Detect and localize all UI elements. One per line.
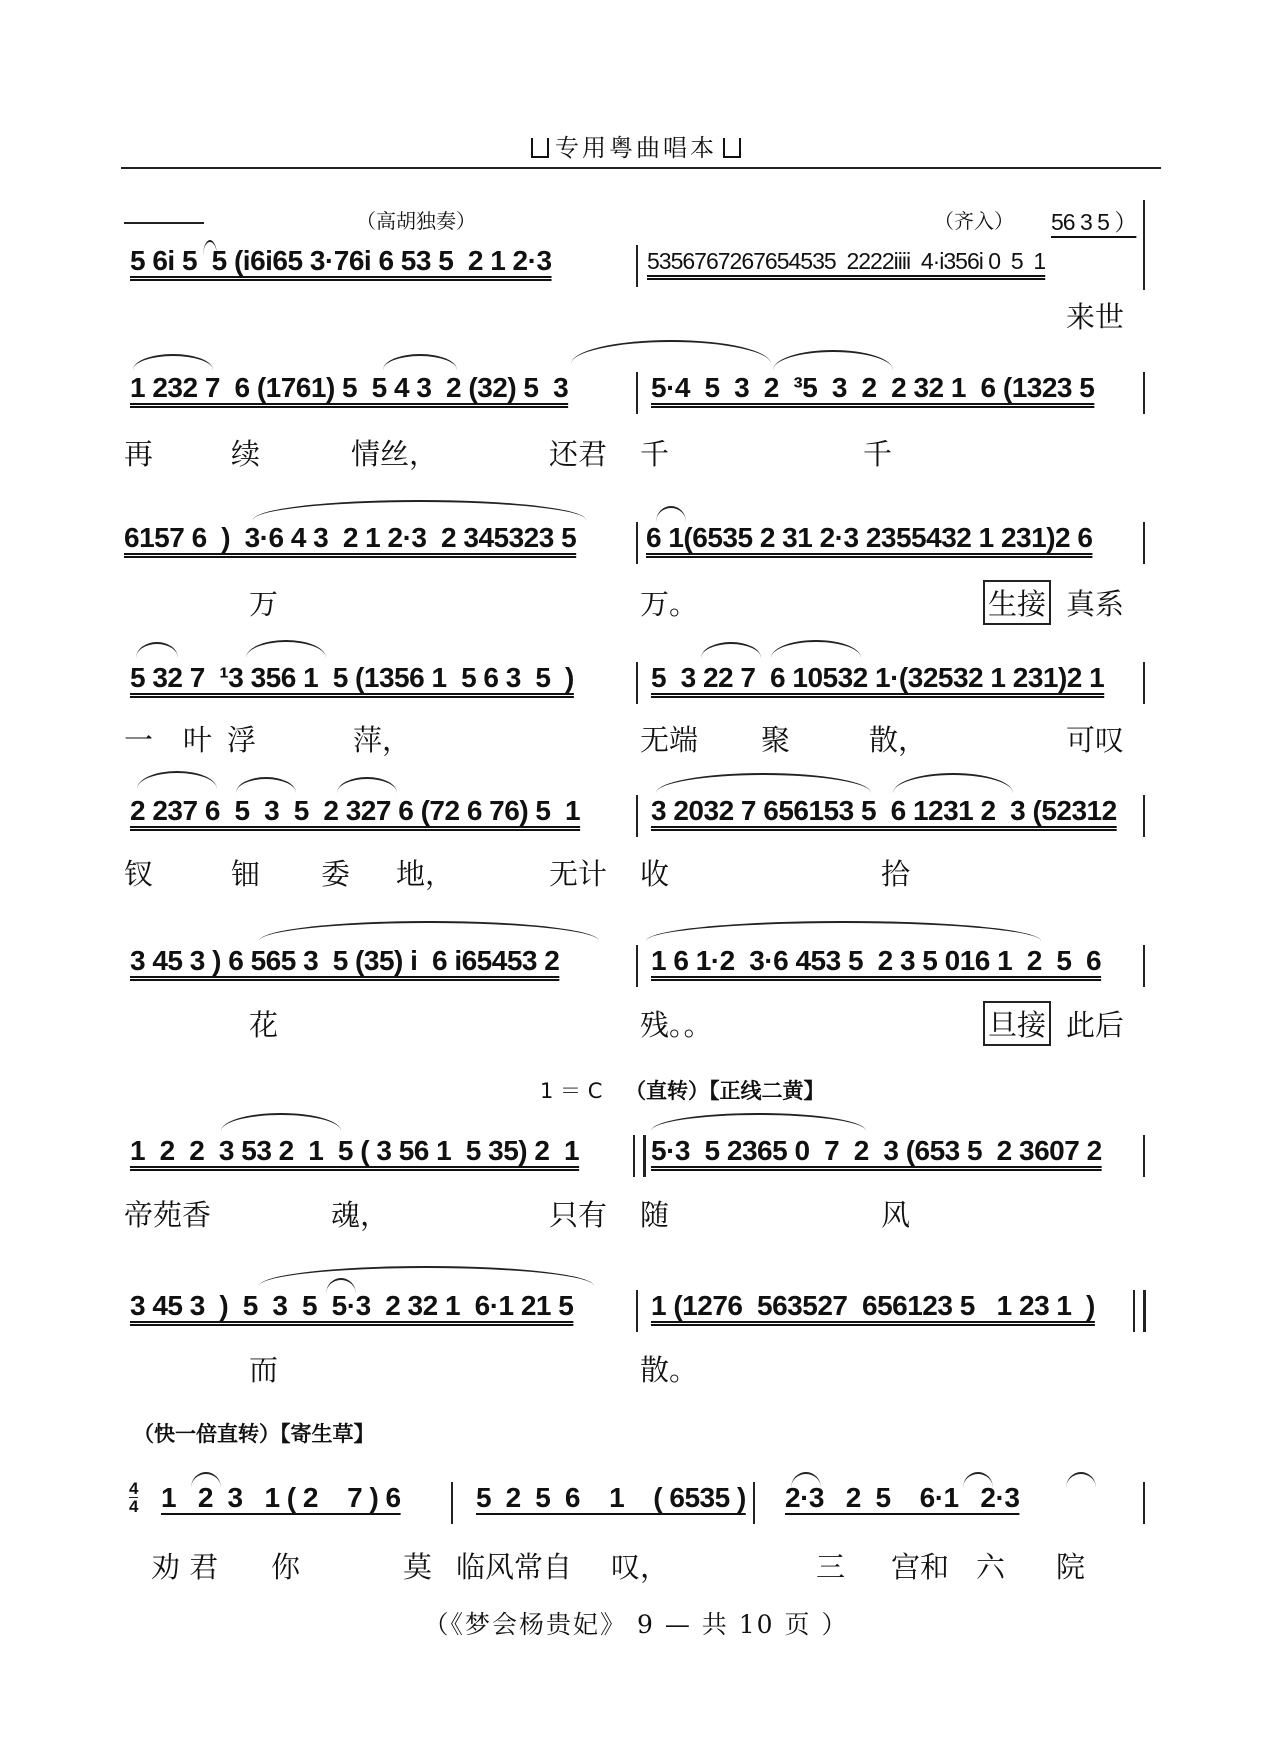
lyric: 续	[231, 437, 261, 471]
boxed-cue-male-enters: 生接	[983, 580, 1051, 625]
lyric: 临风常自	[456, 1550, 573, 1584]
measure-2: 3 2032 7 656153 5 6 1231 2 3 (52312	[651, 795, 1117, 826]
lyric: 可叹	[1066, 723, 1125, 757]
annotation-all-enter: （齐入）	[934, 209, 1014, 233]
slur	[383, 354, 457, 370]
lyric: 无计	[549, 857, 608, 891]
system-8	[121, 1260, 1161, 1390]
measure-2: 5 2 5 6 1 ( 6535 )	[476, 1482, 746, 1513]
lyric: 三	[816, 1550, 846, 1584]
measure-1: 2 237 6 5 3 5 2 327 6 (72 6 76) 5 1	[130, 795, 581, 826]
slur	[133, 354, 213, 370]
barline	[636, 245, 638, 287]
system-9	[121, 1460, 1161, 1590]
page-footer: （《梦会杨贵妃》 9 — 共 10 页 ）	[423, 1610, 849, 1639]
barline	[1143, 372, 1145, 414]
lyric: 叹，	[611, 1550, 670, 1584]
double-barline	[1133, 1290, 1146, 1332]
lyric: 莫	[403, 1550, 433, 1584]
slur	[773, 350, 893, 370]
barline	[636, 522, 638, 564]
measure-1: 3 45 3 ) 5 3 5 5·3 2 32 1 6·1 21 5	[130, 1290, 574, 1321]
slur	[253, 500, 586, 520]
measure-1: 1 2 2 3 53 2 1 5 ( 3 56 1 5 35) 2 1	[130, 1135, 580, 1166]
slur	[136, 642, 178, 658]
lyric: 还君	[549, 437, 608, 471]
lyric: 千	[863, 437, 893, 471]
time-signature: 4 4	[129, 1479, 139, 1516]
barline	[1143, 662, 1145, 704]
slur	[571, 340, 771, 364]
lyric: 残。。	[640, 1008, 713, 1042]
measure-1: 5 32 7 ¹3 356 1 5 (1356 1 5 6 3 5 )	[130, 662, 574, 693]
slur	[651, 1113, 866, 1131]
barline	[636, 1290, 638, 1332]
barline	[636, 795, 638, 837]
lyric: 魂，	[331, 1198, 390, 1232]
slur	[1066, 1472, 1096, 1488]
slur	[221, 1113, 341, 1131]
barline	[636, 662, 638, 704]
tempo-label: （快一倍直转）【寄生草】	[133, 1422, 375, 1446]
slur	[771, 640, 861, 658]
double-barline	[633, 1135, 646, 1177]
lyric: 散，	[869, 723, 928, 757]
slur	[656, 773, 871, 793]
tempo-change-label: （直转）【正线二黄】	[625, 1079, 825, 1103]
lyric: 风	[881, 1198, 911, 1232]
lyric: 院	[1056, 1550, 1086, 1584]
measure-1: 6157 6 ) 3·6 4 3 2 1 2·3 2 345323 5	[124, 522, 577, 553]
lyric: 万。	[640, 587, 699, 621]
measure-1: 1 2 3 1 ( 2 7 ) 6	[161, 1482, 401, 1513]
system-6	[121, 915, 1161, 1055]
system-4	[121, 630, 1161, 757]
slur	[656, 506, 686, 522]
system-5	[121, 765, 1161, 891]
barline	[1143, 1482, 1145, 1524]
system-3	[121, 500, 1161, 620]
lyric: 只有	[549, 1198, 608, 1232]
slur	[893, 773, 1013, 793]
lyric: 浮	[227, 723, 257, 757]
lyric: 再	[124, 437, 154, 471]
notes-small-pickup: 56 3 5 ）	[1051, 209, 1137, 235]
lyric: 千	[640, 437, 670, 471]
lyric: 花	[249, 1008, 279, 1042]
barline	[1143, 795, 1145, 837]
measure-2: 5·4 5 3 2 ³5 3 2 2 32 1 6 (1323 5	[651, 372, 1095, 403]
slur	[246, 640, 326, 658]
slur	[337, 777, 397, 793]
lyric: 帝苑香	[124, 1198, 212, 1232]
barline	[636, 945, 638, 987]
measure-2: 5·3 5 2365 0 7 2 3 (653 5 2 3607 2	[651, 1135, 1102, 1166]
system-7	[121, 1105, 1161, 1235]
lyric: 情丝，	[351, 437, 439, 471]
measure-1: 3 45 3 ) 6 565 3 5 (35) i 6 i65453 2	[130, 945, 560, 976]
slur	[701, 642, 761, 658]
page-header	[0, 128, 1272, 163]
boxed-cue-female-enters: 旦接	[983, 1001, 1051, 1046]
lyric: 随	[640, 1198, 670, 1232]
lyric: 无端	[640, 723, 699, 757]
measure-2: 5 3 22 7 6 10532 1·(32532 1 231)2 1	[651, 662, 1105, 693]
lyric: 劝 君	[151, 1550, 219, 1584]
header-divider	[121, 167, 1161, 169]
measure-1: 1 232 7 6 (1761) 5 5 4 3 2 (32) 5 3	[130, 372, 569, 403]
barline	[1143, 1135, 1145, 1177]
lyric: 聚	[761, 723, 791, 757]
system-1	[121, 200, 1161, 334]
lyric: 萍，	[353, 723, 412, 757]
measure-2: 1 6 1·2 3·6 453 5 2 3 5 016 1 2 5 6	[651, 945, 1102, 976]
lyric: 来世	[1066, 300, 1125, 334]
barline	[753, 1482, 755, 1524]
barline	[636, 372, 638, 414]
measure-2: 1 (1276 563527 656123 5 1 23 1 )	[651, 1290, 1095, 1321]
measure-2: 6 1(6535 2 31 2·3 2355432 1 231)2 6	[646, 522, 1093, 553]
lyric: 地，	[396, 857, 455, 891]
system-2	[121, 350, 1161, 470]
slur	[259, 1266, 594, 1286]
slur	[137, 771, 217, 789]
annotation-gaohu-solo: （高胡独奏）	[356, 209, 476, 233]
lyric: 拾	[881, 857, 911, 891]
lyric: 宫和	[891, 1550, 950, 1584]
key-signature: 1 ＝ C	[540, 1079, 603, 1103]
slur	[259, 921, 599, 941]
measure-2: 5356767267654535 2222iiii 4·i356i 0 5 1	[647, 248, 1046, 274]
lyric: 钿	[231, 857, 261, 891]
barline	[1143, 522, 1145, 564]
lyric: 万	[249, 587, 279, 621]
barline	[1143, 200, 1145, 290]
lyric: 真系	[1066, 587, 1125, 621]
lyric: 此后	[1066, 1008, 1125, 1042]
header-title: 专用粤曲唱本	[555, 134, 717, 162]
barline	[1143, 945, 1145, 987]
lyric: 收	[640, 857, 670, 891]
barline	[451, 1482, 453, 1524]
bracket-left-icon	[531, 138, 549, 158]
measure-1: 5 6i 5 5 (i6i65 3·76i 6 53 5 2 1 2·3	[130, 245, 552, 276]
lyric: 叶	[183, 723, 213, 757]
tie-line	[124, 222, 204, 224]
bracket-right-icon	[723, 138, 741, 158]
lyric: 你	[271, 1550, 301, 1584]
lyric: 一	[124, 723, 154, 757]
lyric: 六	[976, 1550, 1006, 1584]
measure-3: 2·3 2 5 6·1 2·3	[785, 1482, 1020, 1513]
lyric: 散。	[640, 1353, 699, 1387]
lyric: 而	[249, 1353, 279, 1387]
lyric: 钗	[124, 857, 154, 891]
lyric: 委	[321, 857, 351, 891]
slur	[646, 921, 1041, 941]
slur	[236, 777, 296, 793]
